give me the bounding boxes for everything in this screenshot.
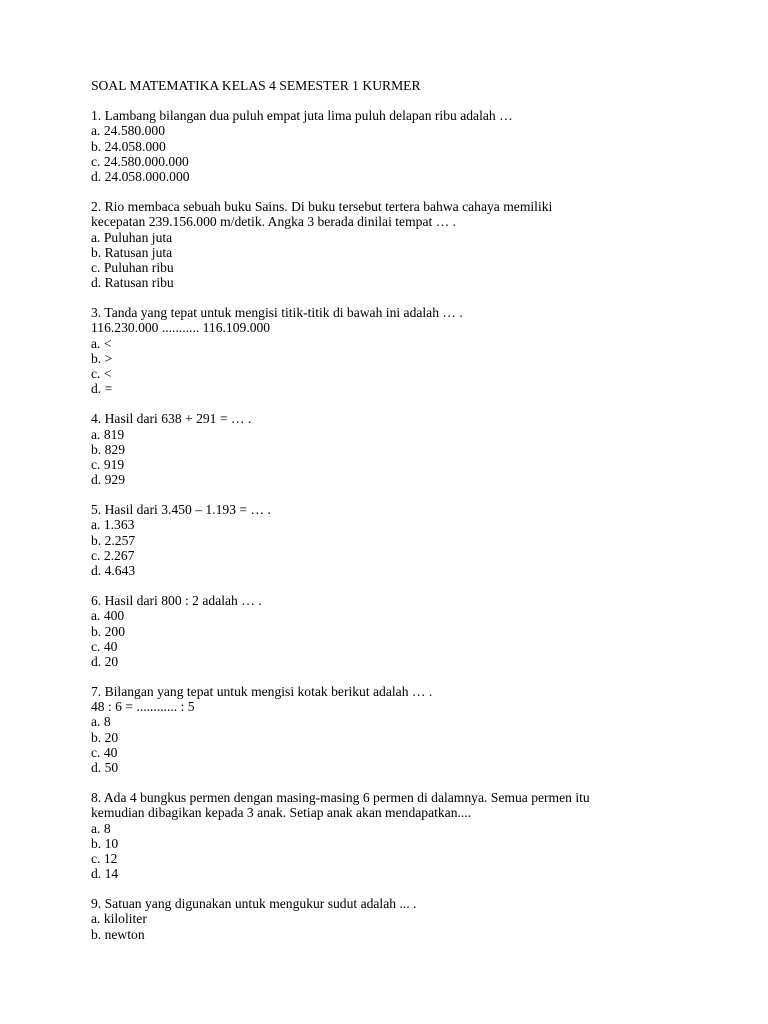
question-6-option-c: c. 40: [91, 638, 118, 654]
question-3-option-c: c. <: [91, 365, 112, 381]
question-7-text-line-1: 7. Bilangan yang tepat untuk mengisi kotak berikut adalah … .: [91, 684, 433, 700]
question-4-option-a: a. 819: [91, 426, 125, 442]
question-1-option-b: b. 24.058.000: [91, 138, 166, 154]
question-8-option-a: a. 8: [91, 820, 111, 836]
question-9-text: 9. Satuan yang digunakan untuk mengukur sudut adalah ... .: [91, 896, 417, 912]
question-3-option-b: b. >: [91, 350, 113, 366]
question-4-option-c: c. 919: [91, 456, 125, 472]
question-8-text-line-2: kemudian dibagikan kepada 3 anak. Setiap anak akan mendapatkan....: [91, 805, 472, 821]
question-1-option-a: a. 24.580.000: [91, 123, 166, 139]
question-7: [91, 684, 691, 775]
question-8-text-line-1: 8. Ada 4 bungkus permen dengan masing-masing 6 permen di dalamnya. Semua permen itu: [91, 790, 590, 806]
question-2-option-d: d. Ratusan ribu: [91, 275, 174, 290]
question-7-text-line-2: 48 : 6 = ............ : 5: [91, 699, 195, 715]
question-3: [91, 305, 691, 396]
question-9-option-a: a. kiloliter: [91, 911, 147, 927]
question-8-option-c: c. 12: [91, 850, 118, 866]
question-5-option-a: a. 1.363: [91, 517, 135, 533]
document-content: [91, 78, 691, 957]
question-2-option-c: c. Puluhan ribu: [91, 259, 174, 275]
question-5-option-b: b. 2.257: [91, 532, 136, 548]
question-6: [91, 593, 691, 669]
question-5-option-c: c. 2.267: [91, 547, 135, 563]
question-6-text: 6. Hasil dari 800 : 2 adalah … .: [91, 593, 262, 609]
question-3-text-line-1: 3. Tanda yang tepat untuk mengisi titik-titik di bawah ini adalah … .: [91, 305, 463, 321]
document-title: SOAL MATEMATIKA KELAS 4 SEMESTER 1 KURMER: [91, 78, 421, 93]
question-3-option-d: d. =: [91, 381, 113, 397]
question-5: [91, 502, 691, 578]
question-5-option-d: d. 4.643: [91, 562, 136, 578]
question-2: [91, 199, 691, 290]
question-7-option-d: d. 50: [91, 759, 119, 775]
question-2-option-b: b. Ratusan juta: [91, 244, 173, 260]
question-6-option-d: d. 20: [91, 653, 119, 669]
question-7-option-c: c. 40: [91, 744, 118, 760]
question-6-option-a: a. 400: [91, 608, 125, 624]
question-3-text-line-2: 116.230.000 ........... 116.109.000: [91, 320, 271, 336]
question-9-option-b: b. newton: [91, 926, 145, 942]
question-1: [91, 108, 691, 184]
question-7-option-b: b. 20: [91, 729, 119, 745]
question-8-option-b: b. 10: [91, 835, 119, 851]
question-2-option-a: a. Puluhan juta: [91, 229, 173, 245]
question-4: [91, 411, 691, 487]
question-3-option-a: a. <: [91, 335, 112, 351]
question-4-text: 4. Hasil dari 638 + 291 = … .: [91, 411, 252, 427]
question-7-option-a: a. 8: [91, 714, 111, 730]
question-2-text-line-2: kecepatan 239.156.000 m/detik. Angka 3 berada dinilai tempat … .: [91, 214, 457, 230]
question-4-option-d: d. 929: [91, 472, 125, 487]
question-5-text: 5. Hasil dari 3.450 – 1.193 = … .: [91, 502, 271, 518]
question-1-text: 1. Lambang bilangan dua puluh empat juta lima puluh delapan ribu adalah …: [91, 108, 513, 124]
question-9: [91, 896, 691, 941]
question-2-text-line-1: 2. Rio membaca sebuah buku Sains. Di buku tersebut tertera bahwa cahaya memiliki: [91, 199, 553, 215]
question-4-option-b: b. 829: [91, 441, 125, 457]
question-8: [91, 790, 691, 881]
question-1-option-d: d. 24.058.000.000: [91, 168, 190, 184]
question-6-option-b: b. 200: [91, 623, 125, 639]
question-1-option-c: c. 24.580.000.000: [91, 153, 189, 169]
question-8-option-d: d. 14: [91, 866, 119, 881]
